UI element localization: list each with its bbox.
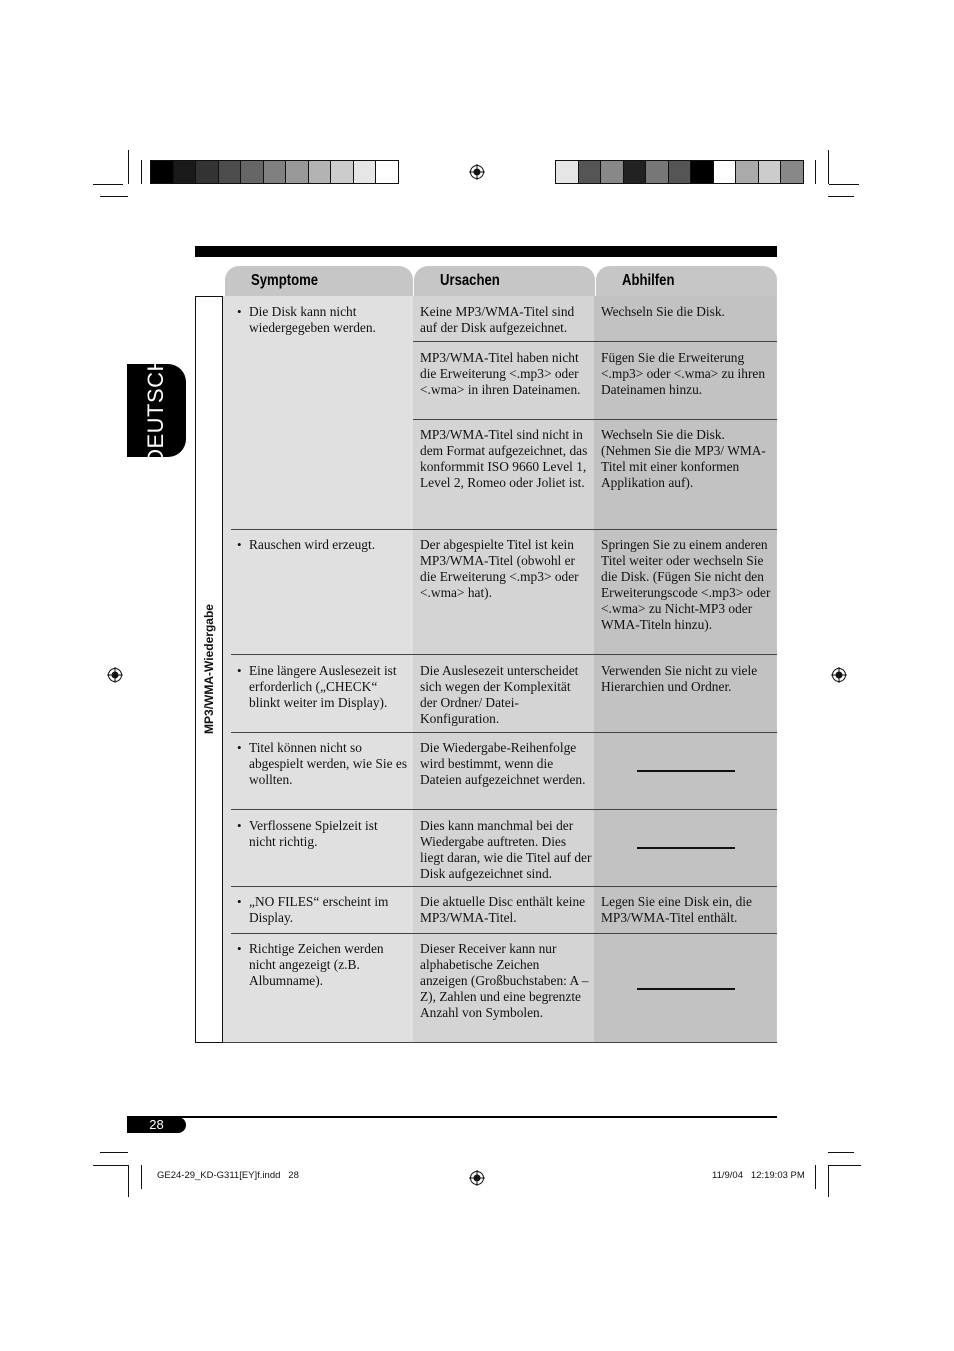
- bullet: •: [237, 818, 242, 833]
- symptom-text: Verflossene Spielzeit ist nicht richtig.: [249, 818, 378, 849]
- remedy-text: Wechseln Sie die Disk. (Nehmen Sie die MP3/ WMA-Titel mit einer konformen Applikation auf).: [601, 427, 766, 490]
- crop-mark: [828, 1165, 829, 1197]
- row-divider: [413, 341, 777, 342]
- page-number: 28: [127, 1117, 186, 1133]
- cause-text: MP3/WMA-Titel haben nicht die Erweiterung <.mp3> oder <.wma> in ihren Dateinamen.: [420, 350, 581, 397]
- cause-text: Der abgespielte Titel ist kein MP3/WMA-Titel (obwohl er die Erweiterung <.mp3> oder <.wma> hat).: [420, 537, 579, 600]
- symptom-text: „NO FILES“ erscheint im Display.: [249, 894, 389, 925]
- crop-mark: [815, 1165, 816, 1189]
- remedy-text: Legen Sie eine Disk ein, die MP3/WMA-Titel enthält.: [601, 894, 752, 925]
- no-remedy-dash: [637, 847, 735, 849]
- remedy-text: Verwenden Sie nicht zu viele Hierarchien und Ordner.: [601, 663, 758, 694]
- symptom-text: Titel können nicht so abgespielt werden, wie Sie es wollten.: [249, 740, 408, 787]
- crop-mark: [128, 1165, 129, 1197]
- no-remedy-dash: [637, 988, 735, 990]
- row-divider: [231, 886, 777, 887]
- gray-scale-bar-left: [150, 160, 399, 184]
- registration-mark-icon: [469, 164, 485, 180]
- row-divider: [231, 933, 777, 934]
- gray-scale-bar-right: [555, 160, 804, 184]
- row-divider: [231, 529, 777, 530]
- crop-mark: [93, 184, 123, 185]
- crop-mark: [100, 196, 128, 197]
- footer-file-slug: GE24-29_KD-G311[EY]f.indd 28: [157, 1170, 299, 1181]
- bullet: •: [237, 894, 242, 909]
- remedy-text: Wechseln Sie die Disk.: [601, 304, 725, 319]
- bullet: •: [237, 304, 242, 319]
- registration-mark-icon: [107, 667, 123, 683]
- symptom-text: Die Disk kann nicht wiedergegeben werden.: [249, 304, 376, 335]
- bullet: •: [237, 740, 242, 755]
- row-divider: [231, 732, 777, 733]
- column-header-symptome: Symptome: [225, 266, 413, 296]
- crop-mark: [128, 150, 129, 184]
- crop-mark: [815, 160, 816, 184]
- crop-mark: [141, 1165, 142, 1189]
- section-label: MP3/WMA-Wiedergabe: [202, 604, 216, 734]
- row-divider: [413, 419, 777, 420]
- no-remedy-dash: [637, 770, 735, 772]
- footer-rule: [127, 1116, 777, 1118]
- remedy-text: Fügen Sie die Erweiterung <.mp3> oder <.wma> zu ihren Dateinamen hinzu.: [601, 350, 766, 397]
- row-divider: [231, 654, 777, 655]
- row-divider: [231, 809, 777, 810]
- language-tab: [127, 355, 186, 465]
- troubleshooting-table: [195, 296, 777, 1043]
- crop-mark: [828, 196, 854, 197]
- crop-mark: [93, 1165, 128, 1166]
- cause-text: Die Auslesezeit unterscheidet sich wegen der Komplexität der Ordner/ Datei-Konfiguration.: [420, 663, 579, 726]
- cause-text: Dieser Receiver kann nur alphabetische Zeichen anzeigen (Großbuchstaben: A – Z), Zahlen und eine begrenzte Anzahl von Symbolen.: [420, 941, 589, 1020]
- symptom-text: Eine längere Auslesezeit ist erforderlich („CHECK“ blinkt weiter im Display).: [249, 663, 397, 710]
- cause-text: Keine MP3/WMA-Titel sind auf der Disk aufgezeichnet.: [420, 304, 575, 335]
- cause-text: MP3/WMA-Titel sind nicht in dem Format aufgezeichnet, das konformmit ISO 9660 Level 1, Level 2, Romeo oder Joliet ist.: [420, 427, 588, 490]
- crop-mark: [828, 1152, 854, 1153]
- crop-mark: [828, 1165, 861, 1166]
- symptom-text: Rauschen wird erzeugt.: [249, 537, 376, 552]
- column-header-abhilfen: Abhilfen: [596, 266, 777, 296]
- cause-text: Dies kann manchmal bei der Wiedergabe auftreten. Dies liegt daran, wie die Titel auf der Disk aufgezeichnet sind.: [420, 818, 592, 881]
- registration-mark-icon: [469, 1170, 485, 1186]
- crop-mark: [141, 160, 142, 184]
- bullet: •: [237, 941, 242, 956]
- table-bottom-rule: [223, 1042, 777, 1043]
- bullet: •: [237, 537, 242, 552]
- crop-mark: [829, 184, 859, 185]
- crop-mark: [828, 150, 829, 184]
- cause-text: Die aktuelle Disc enthält keine MP3/WMA-Titel.: [420, 894, 586, 925]
- cause-text: Die Wiedergabe-Reihenfolge wird bestimmt, wenn die Dateien aufgezeichnet werden.: [420, 740, 586, 787]
- crop-mark: [100, 1152, 128, 1153]
- footer-date-slug: 11/9/04 12:19:03 PM: [712, 1170, 805, 1181]
- registration-mark-icon: [831, 667, 847, 683]
- remedy-text: Springen Sie zu einem anderen Titel weiter oder wechseln Sie die Disk. (Fügen Sie nicht den Erweiterungscode <.mp3> oder <.wma> zu Nicht-MP3 oder WMA-Titeln hinzu).: [601, 537, 771, 632]
- column-header-ursachen: Ursachen: [414, 266, 595, 296]
- header-rule: [195, 246, 777, 257]
- bullet: •: [237, 663, 242, 678]
- symptom-text: Richtige Zeichen werden nicht angezeigt (z.B. Albumname).: [249, 941, 384, 988]
- language-tab-label: DEUTSCH: [143, 355, 168, 465]
